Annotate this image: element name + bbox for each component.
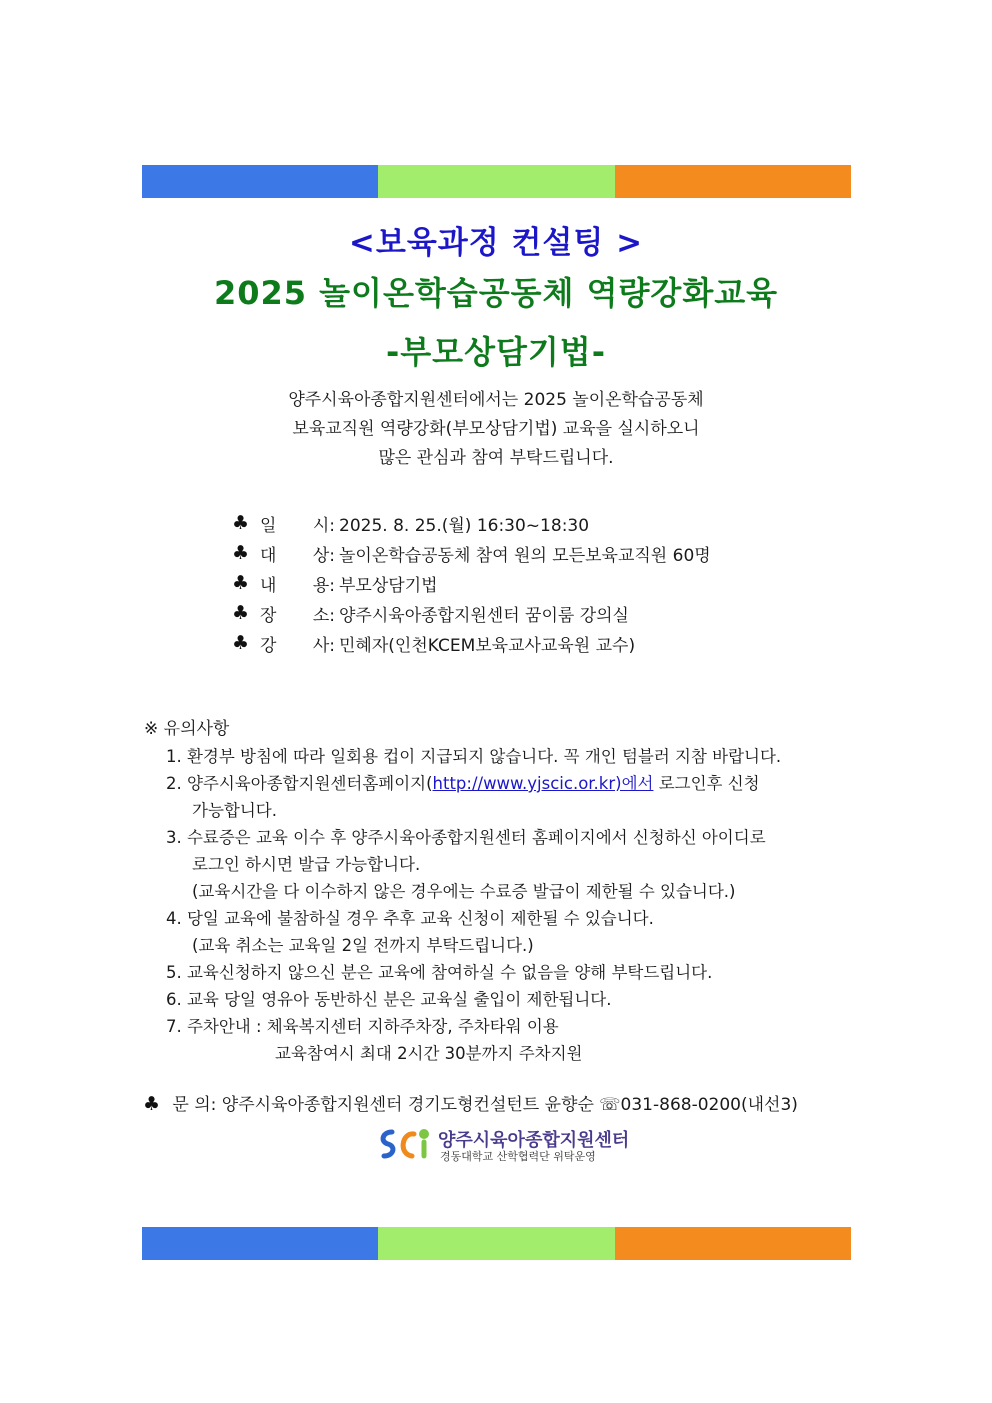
detail-row-place xyxy=(232,598,852,628)
note-item: 1. 환경부 방침에 따라 일회용 컵이 지급되지 않습니다. 꼭 개인 텀블러 지참 바랍니다. xyxy=(166,747,782,766)
bottom-color-bar xyxy=(142,1227,851,1260)
club-icon: ♣ xyxy=(232,632,250,654)
intro-line: 양주시육아종합지원센터에서는 2025 놀이온학습공동체 xyxy=(288,390,704,410)
detail-row-lecturer xyxy=(232,628,852,658)
intro-line: 많은 관심과 참여 부탁드립니다. xyxy=(378,448,614,468)
club-icon: ♣ xyxy=(232,602,250,624)
bar-segment-blue xyxy=(142,1227,378,1260)
note-item: 교육참여시 최대 2시간 30분까지 주차지원 xyxy=(275,1044,583,1063)
bar-segment-green xyxy=(378,165,614,198)
detail-label: 일 시: xyxy=(260,515,335,536)
detail-value: 민혜자(인천KCEM보육교사교육원 교수) xyxy=(339,635,636,656)
club-icon: ♣ xyxy=(232,572,250,594)
detail-value: 놀이온학습공동체 참여 원의 모든보육교직원 60명 xyxy=(339,545,711,566)
title-line-1: <보육과정 컨설팅 > xyxy=(348,225,644,261)
notes-list xyxy=(166,743,846,1067)
note-item: 5. 교육신청하지 않으신 분은 교육에 참여하실 수 없음을 양해 부탁드립니다. xyxy=(166,963,713,982)
intro-paragraph xyxy=(0,386,992,473)
club-icon: ♣ xyxy=(232,512,250,534)
logo-mark-icon xyxy=(378,1124,434,1164)
title-line-3: -부모상담기법- xyxy=(385,333,607,371)
detail-row-target xyxy=(232,538,852,568)
note-item: 3. 수료증은 교육 이수 후 양주시육아종합지원센터 홈페이지에서 신청하신 아이디로 xyxy=(166,828,766,847)
intro-line: 보육교직원 역량강화(부모상담기법) 교육을 실시하오니 xyxy=(292,419,700,439)
detail-label: 장 소: xyxy=(260,605,335,626)
note-item: 가능합니다. xyxy=(192,801,277,820)
event-details xyxy=(232,508,852,658)
note-item: 로그인 하시면 발급 가능합니다. xyxy=(192,855,421,874)
contact-line xyxy=(143,1090,798,1115)
detail-row-date xyxy=(232,508,852,538)
bar-segment-orange xyxy=(615,1227,851,1260)
bar-segment-green xyxy=(378,1227,614,1260)
notes-heading: ※ 유의사항 xyxy=(144,719,230,739)
detail-label: 내 용: xyxy=(260,575,335,596)
contact-label: 문 의: xyxy=(172,1095,217,1115)
top-color-bar xyxy=(142,165,851,198)
logo-name: 양주시육아종합지원센터 xyxy=(438,1130,630,1151)
detail-row-content xyxy=(232,568,852,598)
center-logo xyxy=(378,1124,678,1164)
detail-label: 강 사: xyxy=(260,635,335,656)
note-item: 7. 주차안내 : 체육복지센터 지하주차장, 주차타워 이용 xyxy=(166,1017,559,1036)
logo-subtitle: 경동대학교 산학협력단 위탁운영 xyxy=(440,1150,596,1163)
detail-value: 양주시육아종합지원센터 꿈이룸 강의실 xyxy=(339,605,629,626)
title-line-2: 2025 놀이온학습공동체 역량강화교육 xyxy=(213,274,779,312)
note-item: (교육시간을 다 이수하지 않은 경우에는 수료증 발급이 제한될 수 있습니다.) xyxy=(192,882,736,901)
homepage-link[interactable]: http://www.yjscic.or.kr)에서 xyxy=(432,774,654,793)
contact-value: 양주시육아종합지원센터 경기도형컨설턴트 윤향순 ☏031-868-0200(내선3) xyxy=(221,1095,798,1115)
note-item: 2. 양주시육아종합지원센터홈페이지(http://www.yjscic.or.kr)에서 로그인후 신청 xyxy=(166,774,760,793)
club-icon: ♣ xyxy=(232,542,250,564)
note-item: (교육 취소는 교육일 2일 전까지 부탁드립니다.) xyxy=(192,936,534,955)
bar-segment-orange xyxy=(615,165,851,198)
detail-value: 부모상담기법 xyxy=(339,575,438,596)
club-icon: ♣ xyxy=(143,1093,161,1115)
detail-label: 대 상: xyxy=(260,545,335,566)
bar-segment-blue xyxy=(142,165,378,198)
note-item: 4. 당일 교육에 불참하실 경우 추후 교육 신청이 제한될 수 있습니다. xyxy=(166,909,654,928)
detail-value: 2025. 8. 25.(월) 16:30~18:30 xyxy=(339,515,590,536)
note-item: 6. 교육 당일 영유아 동반하신 분은 교육실 출입이 제한됩니다. xyxy=(166,990,612,1009)
